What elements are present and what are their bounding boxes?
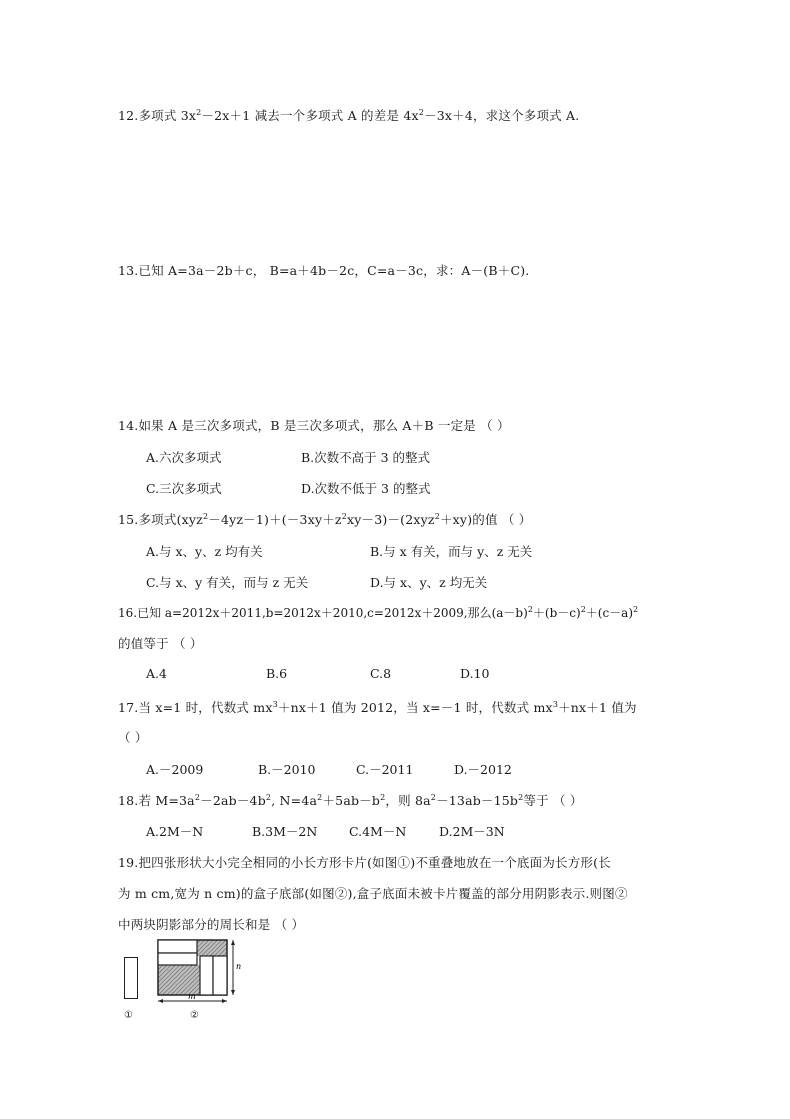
question-16-cont: 的值等于 （ ）	[118, 636, 203, 651]
question-17: 17.当 x=1 时，代数式 $mx^3+nx+1$ 值为 2012，当 x=－1 时，代数式 $mx^3+nx+1$ 值为	[118, 700, 637, 715]
option-d: D.－2012	[454, 762, 512, 777]
option-a: A.－2009	[146, 762, 204, 777]
question-13: 13.已知 A=3a－2b＋c， B=a＋4b－2c，C=a－3c，求：A－(B＋C).	[118, 263, 530, 278]
question-19-line-2: 为 m cm,宽为 n cm)的盒子底部(如图②),盒子底面未被卡片覆盖的部分用阴影表示.则图②	[118, 886, 628, 901]
option-b: B.与 x 有关，而与 y、z 无关	[370, 544, 533, 559]
option-c: C.与 x、y 有关，而与 z 无关	[146, 575, 309, 590]
question-15: 15.多项式$(xyz^2-4yz-1)+(-3xy+z^2xy-3)-(2xyz^2+xy)$的值 （ ）	[118, 512, 532, 527]
shaded-region-top-right	[197, 940, 227, 956]
question-19-line-3: 中两块阴影部分的周长和是 （ ）	[118, 917, 305, 932]
option-a: A.2M－N	[146, 824, 204, 839]
option-d: D.10	[460, 666, 490, 681]
question-19-line-1: 19.把四张形状大小完全相同的小长方形卡片(如图①)不重叠地放在一个底面为长方形(长	[118, 855, 611, 870]
option-a: A.4	[146, 666, 167, 681]
dimension-m-label: m	[188, 992, 196, 1001]
option-b: B.3M－2N	[252, 824, 318, 839]
figure-2-label: ②	[190, 1010, 199, 1021]
option-c: C.4M－N	[349, 824, 407, 839]
option-b: B.－2010	[258, 762, 316, 777]
option-d: D.与 x、y、z 均无关	[370, 575, 488, 590]
figure-1-card	[124, 957, 138, 999]
question-18: 18.若 $M=3a^2-2ab-4b^2$, $N=4a^2+5ab-b^2$，则 $8a^2-13ab-15b^2$等于 （ ）	[118, 793, 583, 808]
option-c: C.－2011	[356, 762, 414, 777]
card-top	[158, 940, 197, 953]
option-a: A.与 x、y、z 均有关	[146, 544, 263, 559]
option-b: B.6	[266, 666, 288, 681]
option-a: A.六次多项式	[146, 450, 222, 465]
card-second	[158, 953, 197, 965]
card-vertical-2	[213, 956, 227, 995]
figure-2-diagram	[150, 935, 245, 1010]
option-b: B.次数不高于 3 的整式	[301, 450, 431, 465]
question-14: 14.如果 A 是三次多项式，B 是三次多项式，那么 A＋B 一定是 （ ）	[118, 418, 510, 433]
option-d: D.次数不低于 3 的整式	[301, 481, 431, 496]
shaded-region-bottom-left	[158, 965, 200, 995]
question-12: 12.多项式 $3x^2-2x+1$ 减去一个多项式 A 的差是 $4x^2-3x+4$，求这个多项式 A.	[118, 108, 580, 123]
option-c: C.三次多项式	[146, 481, 222, 496]
question-17-cont: （ ）	[118, 730, 148, 745]
option-d: D.2M－3N	[439, 824, 505, 839]
figure-1-label: ①	[124, 1010, 133, 1021]
question-16: 16.已知 a=2012x＋2011,b=2012x＋2010,c=2012x＋2009,那么$(a-b)^2+(b-c)^2+(c-a)^2$	[118, 605, 639, 620]
card-vertical-1	[200, 956, 213, 995]
option-c: C.8	[370, 666, 392, 681]
dimension-n-label: n	[236, 962, 242, 971]
